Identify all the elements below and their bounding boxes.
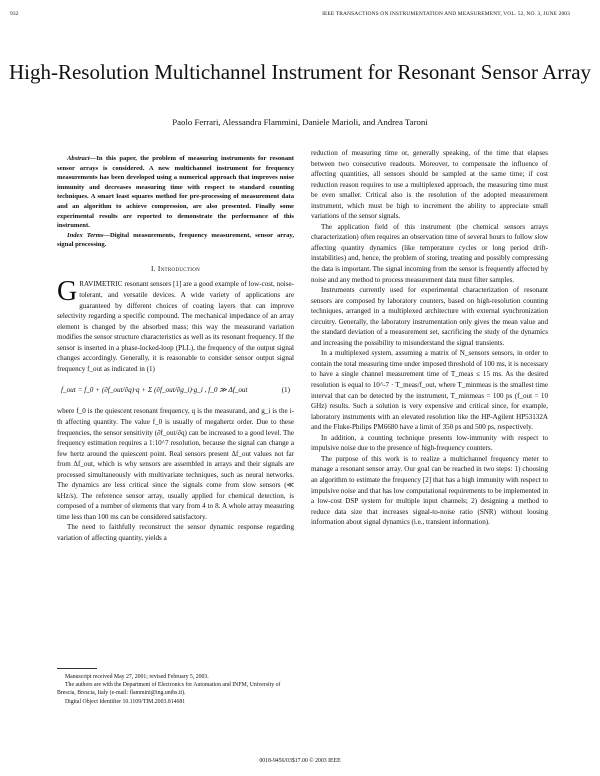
running-header bbox=[10, 11, 570, 21]
right-column bbox=[311, 148, 548, 528]
intro-paragraph-2: where f_0 is the quiescent resonant frequency, q is the measurand, and g_i is the i-th affecting quantity. The value f_0 is usually of megahertz order. Due to these frequencies, the sensor sensitivity (∂f_out/∂q) can be increased to a good level. The frequency estimation requires a 1:10^7 resolution, because the signal can change a few hertz around the quiescent point. Real sensors present Δf_out values not far from Δf_out, which is why sensors are assembled in arrays and their signals are processed simultaneously with multivariate techniques, such as neural networks. The dynamics are less critical since the signals come from slow sensors (≪ kHz/s). The reference sensor array, usually applied for chemical detection, is composed of a number of elements that vary from 4 to 8. A whole array measuring time less than 100 ms can be considered satisfactory. bbox=[57, 407, 294, 521]
index-terms-text: Digital measurements, frequency measurement, sensor array, signal processing. bbox=[57, 231, 294, 249]
abstract bbox=[57, 154, 294, 231]
intro-paragraph-1 bbox=[57, 276, 294, 374]
copyright-line: 0018-9456/03$17.00 © 2003 IEEE bbox=[259, 758, 341, 764]
equation-number: (1) bbox=[281, 386, 290, 395]
right-paragraph-5: In addition, a counting technique presents low-immunity with respect to impulsive noise due to the presence of high-frequency counters. bbox=[311, 433, 548, 453]
footnote-doi: Digital Object Identifier 10.1109/TIM.2003.814681 bbox=[65, 698, 186, 705]
footnote bbox=[57, 660, 294, 706]
right-paragraph-1: reduction of measuring time or, generally speaking, of the time that elapses between two consecutive readouts. Moreover, to compensate the influence of affecting quantities, all sensors should be sampled at the same time; if cost reduction reason requires to use a multiplexed approach, the measuring time must be even smaller. Critical also is the resolution of the adopted measurement instrument, which must be high to increment the ability to appreciate small variations of the sensor signals. bbox=[311, 149, 548, 221]
right-paragraph-3: Instruments currently used for experimental characterization of resonant sensors are composed by laboratory counters, based on high-resolution counting techniques, arranged in a multiplexed architecture with external synchronization circuitry. Generally, the laboratory instrumentation only gives the mean value and the standard deviation of a measurement set, sacrificing the study of the dynamics and increasing the possibility to misunderstand the signal transients. bbox=[311, 286, 548, 347]
page-number: 932 bbox=[10, 11, 19, 17]
abstract-text: In this paper, the problem of measuring instruments for resonant sensor arrays is considered. A new multichannel instrument for frequency measurements has been developed using a numerical approach that improves noise immunity and decreases measuring time with respect to standard counting techniques. A smart least squares method for pre-processing of measurement data and an algorithm to achieve compression, are also presented. Finally some experimental results are reported to demonstrate the performance of this instrument. bbox=[57, 155, 294, 230]
footnote-affiliation: The authors are with the Department of Electronics for Automation and INFM, University of Brescia, Brescia, Italy (e-mail: flammini@ing.unibs.it). bbox=[57, 682, 281, 697]
index-terms-label: Index Terms— bbox=[67, 231, 110, 239]
right-paragraph-6: The purpose of this work is to realize a multichannel frequency meter to manage a resonant sensor array. Our goal can be reached in two steps: 1) choosing an algorithm to estimate the frequency [2] that has a high immunity with respect to impulsive noise and that has low computational requirements to be implemented in a low-cost DSP system for multiple input channels; 2) designing a method to reduce data size that increases signal-to-noise ratio (SNR) without loosing information about signal dynamics (i.e., transient information). bbox=[311, 454, 548, 527]
footnote-rule bbox=[57, 668, 97, 669]
paper-title: High-Resolution Multichannel Instrument for Resonant Sensor Array bbox=[8, 60, 592, 84]
equation-body: f_out = f_0 + (∂f_out/∂q)·q + Σ (∂f_out/∂g_i)·g_i , f_0 ≫ Δf_out bbox=[61, 386, 248, 395]
equation-1 bbox=[57, 380, 294, 400]
journal-header: IEEE TRANSACTIONS ON INSTRUMENTATION AND MEASUREMENT, VOL. 52, NO. 3, JUNE 2003 bbox=[322, 11, 570, 17]
intro-p1-text: RAVIMETRIC resonant sensors [1] are a good example of low-cost, noise-tolerant, and versatile devices. A wide variety of applications are guaranteed by different choices of coating layers that can improve selectivity regarding a specific compound. The mechanical impedance of an array element is changed by the absorbed mass; this way the measurand variation modifies the sensor structure characteristics as well as its resonant frequency. If the sensor is inserted in a phase-locked-loop (PLL), the frequency of the output signal changes accordingly. Generally, it is reasonable to consider sensor output signal frequency f_out as indicated in (1) bbox=[57, 280, 294, 373]
right-paragraph-2: The application field of this instrument (the chemical sensors arrays characterization) often requires an observation time of several hours to follow slow affecting quantity dynamics (like temperature cycles or long period drift-instabilities) and, hence, the problem of storing, treating and possibly compressing the data is important. The signal incoming from the sensor is frequently affected by noise and any method to process measurement data must filter samples. bbox=[311, 222, 548, 284]
intro-paragraph-3: The need to faithfully reconstruct the sensor dynamic response regarding variation of affecting quantity, yields a bbox=[57, 523, 294, 542]
index-terms bbox=[57, 231, 294, 250]
drop-cap: G bbox=[57, 276, 78, 308]
abstract-label: Abstract— bbox=[67, 155, 97, 162]
left-column bbox=[57, 154, 294, 544]
footnote-received: Manuscript received May 27, 2001; revised February 5, 2003. bbox=[65, 674, 209, 680]
section-heading: I. Introduction bbox=[150, 263, 201, 273]
author-list: Paolo Ferrari, Alessandra Flammini, Daniele Marioli, and Andrea Taroni bbox=[172, 117, 428, 127]
right-paragraph-4: In a multiplexed system, assuming a matrix of N_sensors sensors, in order to contain the total measuring time under imposed threshold of 100 ms, it is necessary to have a single channel measurement time of T_meas ≤ 15 ms. As the desired resolution is equal to 10^-7 · T_meas/f_out, where T_minmeas is the smallest time interval that can be detected by the instrument, T_minmeas = 100 ps (f_out = 10 GHz) results. Such a solution is very expensive and critical since, for example, laboratory instruments with an elevated resolution like the HP-Agilent HP53132A and the Fluke-Philips PM6680 have a limit of 350 ps and 500 ps, respectively. bbox=[311, 349, 548, 432]
